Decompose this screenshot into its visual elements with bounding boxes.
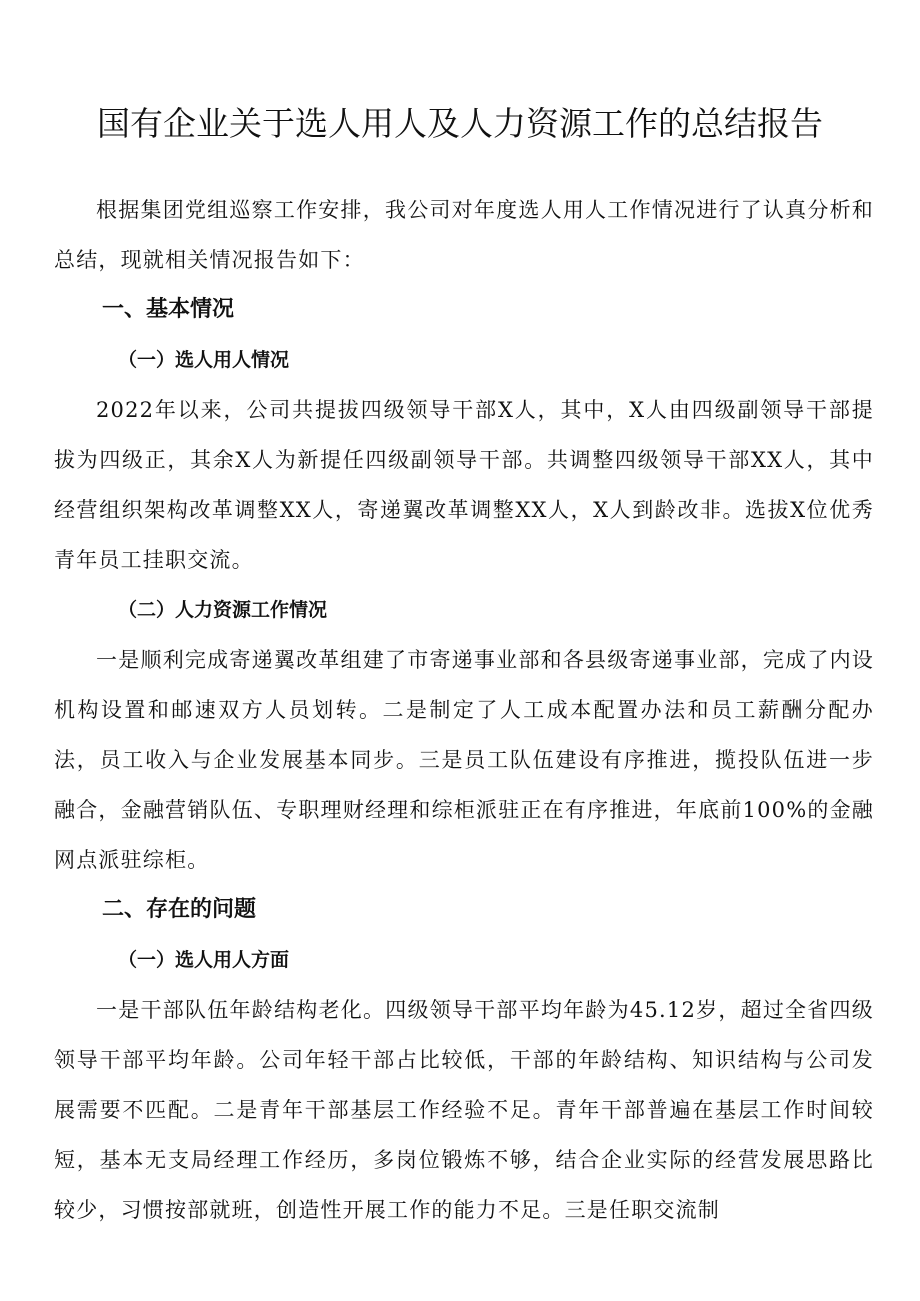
subsection-heading-hr-work: （二）人力资源工作情况 [118,599,328,621]
section-heading-basic-situation: 一、基本情况 [102,297,235,322]
intro-paragraph: 根据集团党组巡察工作安排，我公司对年度选人用人工作情况进行了认真分析和总结，现就相关情况报告如下： [54,198,874,272]
subsection-heading-selection-problems: （一）选人用人方面 [118,949,290,971]
document-body [54,185,874,1235]
document-title: 国有企业关于选人用人及人力资源工作的总结报告 [97,104,823,143]
subsection-heading-personnel-selection: （一）选人用人情况 [118,349,290,371]
section-heading-existing-problems: 二、存在的问题 [102,897,257,922]
personnel-selection-paragraph: 2022年以来，公司共提拔四级领导干部X人，其中，X人由四级副领导干部提拔为四级正，其余X人为新提任四级副领导干部。共调整四级领导干部XX人，其中经营组织架构改革调整XX人，寄递翼改革调整XX人，X人到龄改非。选拔X位优秀青年员工挂职交流。 [54,398,874,572]
selection-problems-paragraph: 一是干部队伍年龄结构老化。四级领导干部平均年龄为45.12岁，超过全省四级领导干部平均年龄。公司年轻干部占比较低，干部的年龄结构、知识结构与公司发展需要不匹配。二是青年干部基层工作经验不足。青年干部普遍在基层工作时间较短，基本无支局经理工作经历，多岗位锻炼不够，结合企业实际的经营发展思路比较少，习惯按部就班，创造性开展工作的能力不足。三是任职交流制 [54,998,874,1222]
hr-work-paragraph: 一是顺利完成寄递翼改革组建了市寄递事业部和各县级寄递事业部，完成了内设机构设置和邮速双方人员划转。二是制定了人工成本配置办法和员工薪酬分配办法，员工收入与企业发展基本同步。三是员工队伍建设有序推进，揽投队伍进一步融合，金融营销队伍、专职理财经理和综柜派驻正在有序推进，年底前100%的金融网点派驻综柜。 [54,648,874,872]
